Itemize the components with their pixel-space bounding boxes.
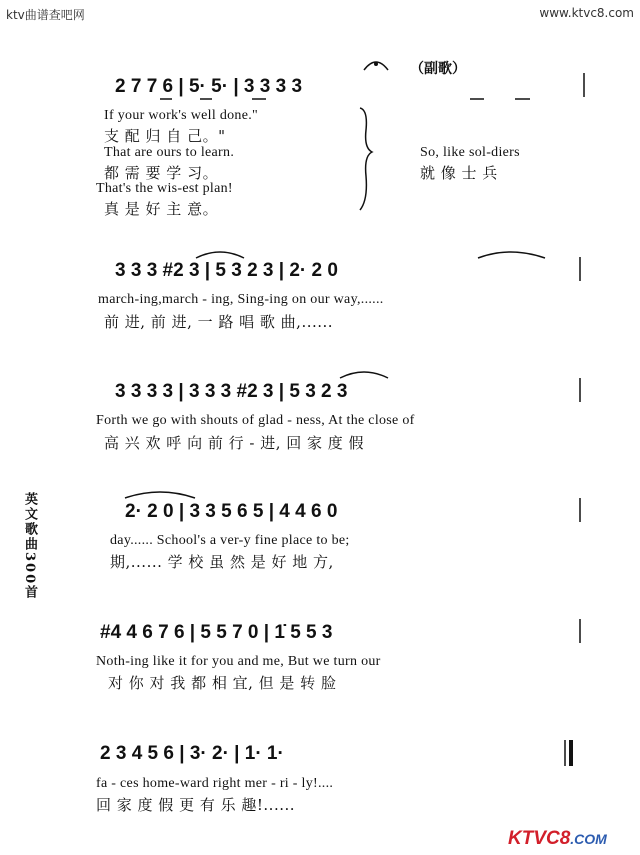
lyric-row-1-en-1: If your work's well done." <box>104 108 259 123</box>
chorus-lyric-en: So, like sol-diers <box>420 145 520 160</box>
lyric-row-4-en: day...... School's a ver-y fine place to be; <box>110 533 350 548</box>
lyric-row-1-en-2: That are ours to learn. <box>104 145 235 160</box>
lyric-row-3-zh: 高 兴 欢 呼 向 前 行 - 进, 回 家 度 假 <box>104 434 365 452</box>
lyric-row-1-zh-2: 都 需 要 学 习。 <box>104 164 219 182</box>
logo-suffix: .COM <box>570 831 607 847</box>
watermark-right: www.ktvc8.com <box>539 6 634 20</box>
notes-row-5: #4 4 6 7 6 | 5 5 7 0 | 1̇ 5 5 3 <box>100 622 333 643</box>
lyric-row-6-zh: 回 家 度 假 更 有 乐 趣!...... <box>96 796 296 814</box>
lyric-row-3-en: Forth we go with shouts of glad - ness, At the close of <box>96 413 415 428</box>
lyric-row-2-zh: 前 进, 前 进, 一 路 唱 歌 曲,...... <box>104 313 334 331</box>
site-logo <box>508 828 607 850</box>
lyric-row-1-zh-1: 支 配 归 自 己。" <box>104 127 226 145</box>
section-label: （副歌） <box>410 61 466 77</box>
lyric-row-1-zh-3: 真 是 好 主 意。 <box>104 200 219 218</box>
watermark-left: ktv曲谱查吧网 <box>6 8 85 22</box>
lyric-row-5-en: Noth-ing like it for you and me, But we turn our <box>96 654 381 669</box>
notes-row-6: 2 3 4 5 6 | 3· 2· | 1· 1· <box>100 743 284 764</box>
notes-row-1: 2 7 7 6 | 5· 5· | 3 3 3 3 <box>115 76 303 97</box>
lyric-row-6-en: fa - ces home-ward right mer - ri - ly!.... <box>96 776 334 791</box>
logo-main: KTVC8 <box>508 828 571 849</box>
notes-row-3: 3 3 3 3 | 3 3 3 #2 3 | 5 3 2 3 <box>115 381 348 402</box>
notes-row-4: 2· 2 0 | 3 3 5 6 5 | 4 4 6 0 <box>125 501 338 522</box>
lyric-row-1-en-3: That's the wis-est plan! <box>96 181 233 196</box>
lyric-row-2-en: march-ing,march - ing, Sing-ing on our way,...... <box>98 292 384 307</box>
lyric-row-5-zh: 对 你 对 我 都 相 宜, 但 是 转 脸 <box>108 674 337 692</box>
notes-row-2: 3 3 3 #2 3 | 5 3 2 3 | 2· 2 0 <box>115 260 338 281</box>
chorus-lyric-zh: 就 像 士 兵 <box>420 164 498 182</box>
lyric-row-4-zh: 期,...... 学 校 虽 然 是 好 地 方, <box>110 553 334 571</box>
side-label: 英文歌曲300首 <box>22 492 37 601</box>
